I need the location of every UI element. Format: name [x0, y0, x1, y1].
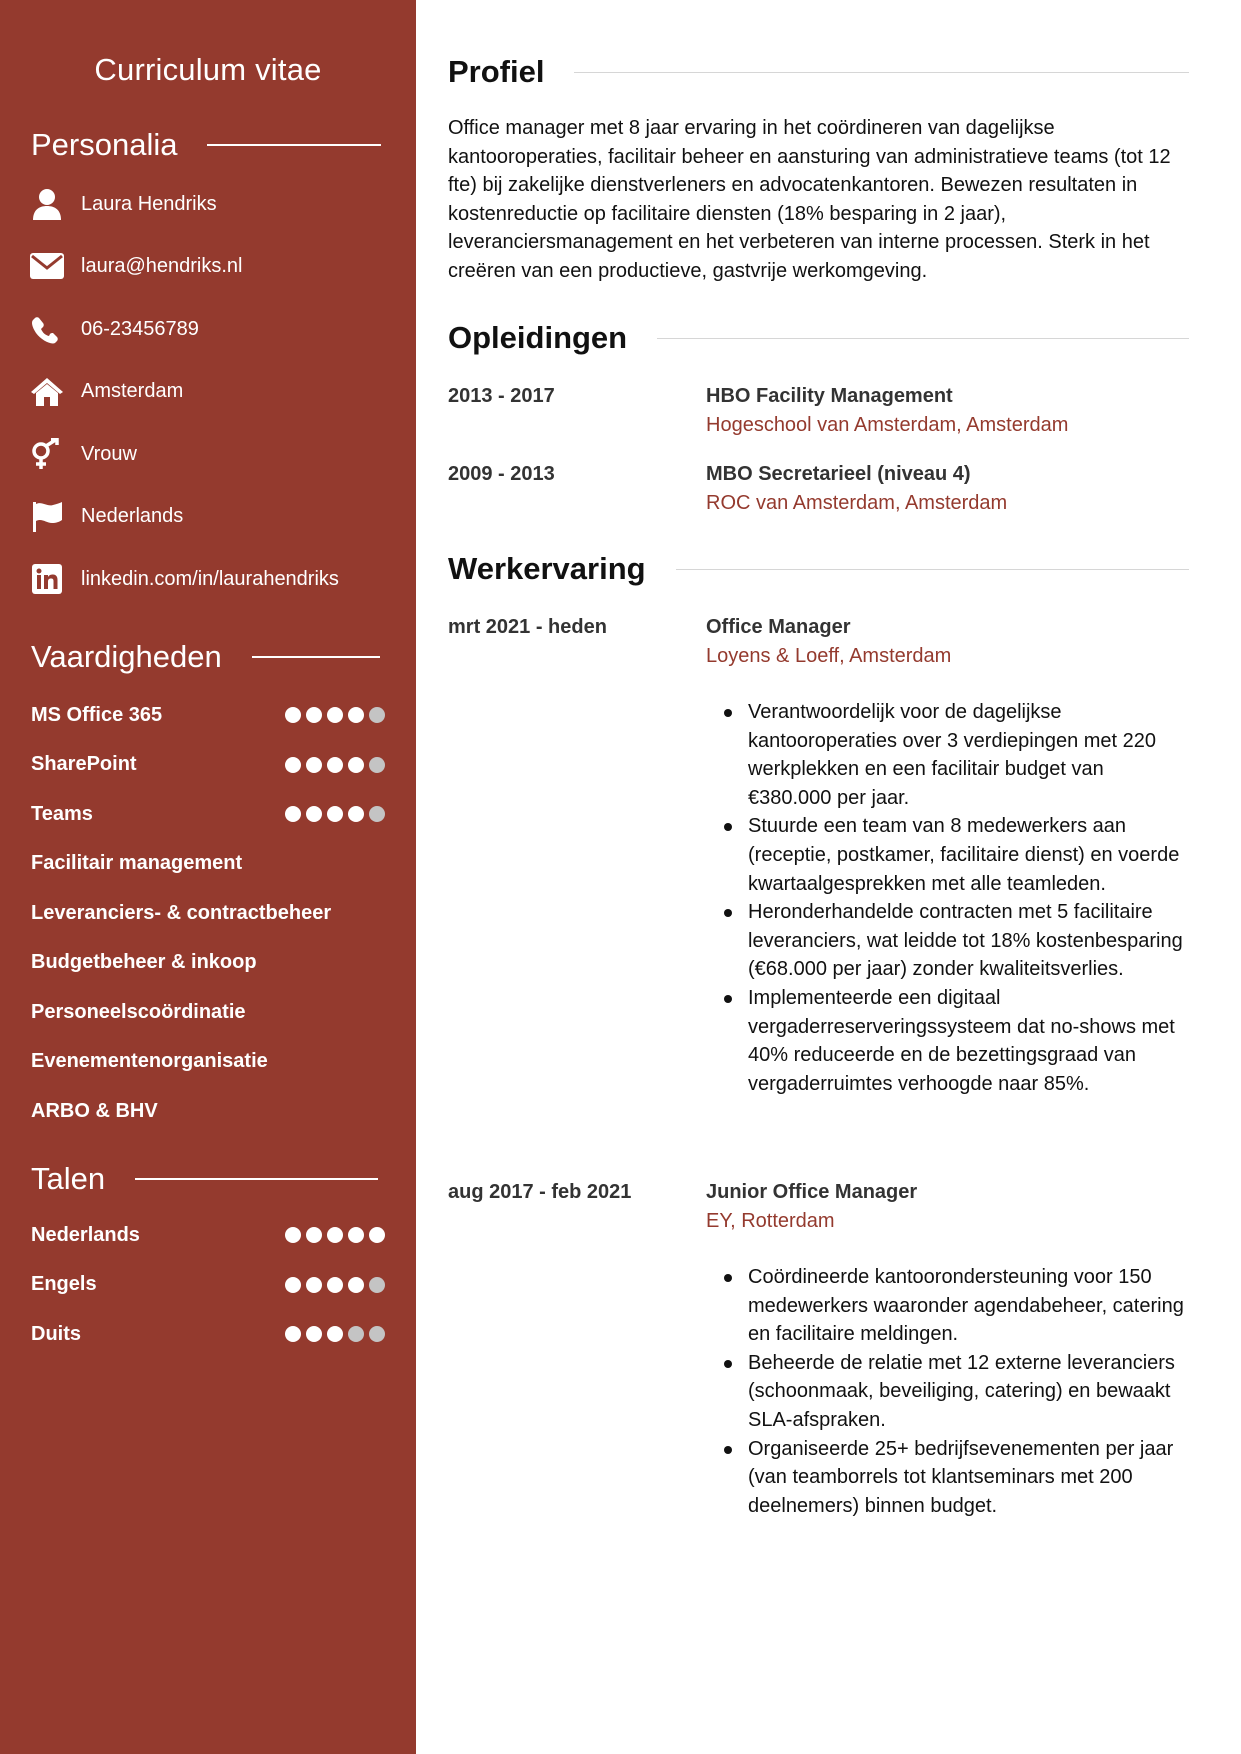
- rating-dot-filled: [285, 1326, 301, 1342]
- flag-icon: [29, 498, 65, 534]
- contact-phone: [29, 311, 199, 347]
- rating-dot-empty: [369, 806, 385, 822]
- experience-bullet: Verantwoordelijk voor de dagelijkse kantooroperaties over 3 verdiepingen met 220 werkplekken en een facilitair budget van €380.000 per jaar.: [748, 698, 1188, 812]
- language-row: [31, 1320, 385, 1348]
- rating-dot-empty: [369, 1277, 385, 1293]
- contact-linkedin-text[interactable]: linkedin.com/in/laurahendriks: [81, 567, 339, 590]
- experience-title: Junior Office Manager: [706, 1181, 918, 1203]
- personalia-divider: [207, 144, 381, 146]
- education-heading-label: Opleidingen: [448, 320, 628, 355]
- rating-dot-filled: [306, 1277, 322, 1293]
- experience-employer: EY, Rotterdam: [706, 1210, 835, 1232]
- experience-bullet: Beheerde de relatie met 12 externe leveranciers (schoonmaak, beveiliging, catering) en bewaakt SLA-afspraken.: [748, 1349, 1188, 1435]
- skill-row-label: Evenementenorganisatie: [31, 1050, 268, 1072]
- contact-email: [29, 248, 243, 284]
- education-period: 2009 - 2013: [448, 463, 555, 485]
- education-period: 2013 - 2017: [448, 385, 555, 407]
- language-row-label: Duits: [31, 1322, 81, 1345]
- contact-nationality: [29, 498, 183, 534]
- rating-dot-filled: [327, 806, 343, 822]
- contact-linkedin[interactable]: [29, 561, 339, 597]
- rating-dot-filled: [327, 1277, 343, 1293]
- education-heading: [448, 320, 1189, 356]
- language-row-label: Nederlands: [31, 1223, 140, 1246]
- experience-bullet: Organiseerde 25+ bedrijfsevenementen per jaar (van teamborrels tot klantseminars met 200 deelnemers) binnen budget.: [748, 1435, 1188, 1521]
- rating-dot-filled: [285, 1277, 301, 1293]
- skill-row: [31, 751, 385, 779]
- rating-dot-filled: [306, 1227, 322, 1243]
- contact-city-text: Amsterdam: [81, 379, 184, 402]
- rating-dot-filled: [348, 1277, 364, 1293]
- skill-row-label: Budgetbeheer & inkoop: [31, 951, 257, 973]
- rating-dot-filled: [369, 1227, 385, 1243]
- rating-dot-filled: [327, 1326, 343, 1342]
- experience-bullets: [748, 1263, 1188, 1520]
- rating-dots: [285, 757, 385, 773]
- education-title: HBO Facility Management: [706, 385, 953, 407]
- experience-bullet: Heronderhandelde contracten met 5 facilitaire leveranciers, wat leidde tot 18% kostenbesparing (€68.000 per jaar) zonder kwaliteitsverlies.: [748, 898, 1188, 984]
- rating-dot-empty: [369, 707, 385, 723]
- rating-dots: [285, 1227, 385, 1243]
- envelope-icon: [29, 248, 65, 284]
- rating-dots: [285, 707, 385, 723]
- skill-row: [31, 899, 385, 927]
- skill-row: [31, 850, 385, 878]
- skills-heading: [31, 639, 380, 675]
- contact-gender: [29, 436, 137, 472]
- rating-dot-empty: [369, 757, 385, 773]
- experience-divider: [676, 569, 1189, 570]
- rating-dot-filled: [285, 707, 301, 723]
- profile-heading: [448, 54, 1189, 90]
- contact-email-text: laura@hendriks.nl: [81, 254, 243, 277]
- contact-phone-text: 06-23456789: [81, 317, 199, 340]
- rating-dot-filled: [348, 1227, 364, 1243]
- language-row: [31, 1221, 385, 1249]
- phone-icon: [29, 311, 65, 347]
- gender-icon: [29, 436, 65, 472]
- user-icon: [29, 186, 65, 222]
- skill-row-label: Facilitair management: [31, 852, 243, 874]
- contact-name-text: Laura Hendriks: [81, 192, 217, 215]
- rating-dot-filled: [348, 757, 364, 773]
- skill-row-label: MS Office 365: [31, 703, 163, 726]
- experience-bullet: Coördineerde kantoorondersteuning voor 150 medewerkers waaronder agendabeheer, catering en facilitaire meldingen.: [748, 1263, 1188, 1349]
- profile-text: Office manager met 8 jaar ervaring in het coördineren van dagelijkse kantooroperaties, facilitair beheer en aansturing van administratieve teams (tot 12 fte) bij zakelijke dienstverleners en advocatenkantoren. Bewezen resultaten in kostenreductie op facilitaire diensten (18% besparing in 2 jaar), leveranciersmanagement en het verbeteren van interne processen. Sterk in het creëren van een productieve, gastvrije werkomgeving.: [448, 117, 1171, 282]
- skill-row: [31, 1097, 385, 1125]
- experience-heading: [448, 551, 1189, 587]
- personalia-heading: [31, 127, 381, 163]
- rating-dot-filled: [285, 757, 301, 773]
- rating-dot-filled: [306, 757, 322, 773]
- skill-row-label: ARBO & BHV: [31, 1099, 158, 1122]
- skill-row: [31, 1048, 385, 1076]
- skill-row-label: Teams: [31, 802, 93, 825]
- rating-dot-filled: [306, 1326, 322, 1342]
- language-row: [31, 1271, 385, 1299]
- education-institution: Hogeschool van Amsterdam, Amsterdam: [706, 414, 1069, 436]
- sidebar: [0, 0, 416, 1754]
- skills-heading-label: Vaardigheden: [31, 639, 222, 674]
- languages-heading-label: Talen: [31, 1161, 106, 1196]
- experience-bullet: Stuurde een team van 8 medewerkers aan (receptie, postkamer, facilitaire dienst) en voerde kwartaalgesprekken met alle teamleden.: [748, 812, 1188, 898]
- contact-gender-text: Vrouw: [81, 442, 137, 465]
- linkedin-icon: [29, 561, 65, 597]
- rating-dot-empty: [348, 1326, 364, 1342]
- rating-dot-empty: [369, 1326, 385, 1342]
- experience-period: mrt 2021 - heden: [448, 616, 607, 638]
- rating-dot-filled: [348, 806, 364, 822]
- rating-dot-filled: [285, 806, 301, 822]
- experience-period: aug 2017 - feb 2021: [448, 1181, 632, 1203]
- rating-dot-filled: [327, 1227, 343, 1243]
- languages-divider: [135, 1178, 378, 1180]
- rating-dots: [285, 806, 385, 822]
- education-divider: [657, 338, 1189, 339]
- rating-dot-filled: [327, 707, 343, 723]
- skill-row-label: SharePoint: [31, 753, 137, 775]
- skills-divider: [252, 656, 380, 658]
- contact-city: [29, 373, 183, 409]
- skill-row: [31, 998, 385, 1026]
- experience-title: Office Manager: [706, 616, 851, 638]
- skill-row: [31, 701, 385, 729]
- rating-dot-filled: [327, 757, 343, 773]
- profile-heading-label: Profiel: [448, 54, 545, 89]
- personalia-heading-label: Personalia: [31, 127, 178, 162]
- experience-bullets: [748, 698, 1188, 1098]
- skill-row-label: Leveranciers- & contractbeheer: [31, 901, 332, 924]
- contact-nationality-text: Nederlands: [81, 504, 184, 527]
- education-title: MBO Secretarieel (niveau 4): [706, 463, 971, 485]
- rating-dot-filled: [306, 806, 322, 822]
- rating-dots: [285, 1326, 385, 1342]
- skill-row: [31, 949, 385, 977]
- rating-dots: [285, 1277, 385, 1293]
- languages-heading: [31, 1161, 378, 1197]
- skill-row: [31, 800, 385, 828]
- experience-heading-label: Werkervaring: [448, 551, 646, 586]
- rating-dot-filled: [285, 1227, 301, 1243]
- experience-bullet: Implementeerde een digitaal vergaderreserveringssysteem dat no-shows met 40% reduceerde en de bezettingsgraad van vergaderruimtes verhoogde naar 85%.: [748, 984, 1188, 1098]
- cv-title: Curriculum vitae: [94, 52, 322, 87]
- language-row-label: Engels: [31, 1273, 97, 1295]
- rating-dot-filled: [306, 707, 322, 723]
- experience-employer: Loyens & Loeff, Amsterdam: [706, 645, 952, 667]
- profile-divider: [574, 72, 1189, 73]
- rating-dot-filled: [348, 707, 364, 723]
- home-icon: [29, 373, 65, 409]
- contact-name: [29, 186, 217, 222]
- skill-row-label: Personeelscoördinatie: [31, 1000, 246, 1023]
- education-institution: ROC van Amsterdam, Amsterdam: [706, 492, 1008, 514]
